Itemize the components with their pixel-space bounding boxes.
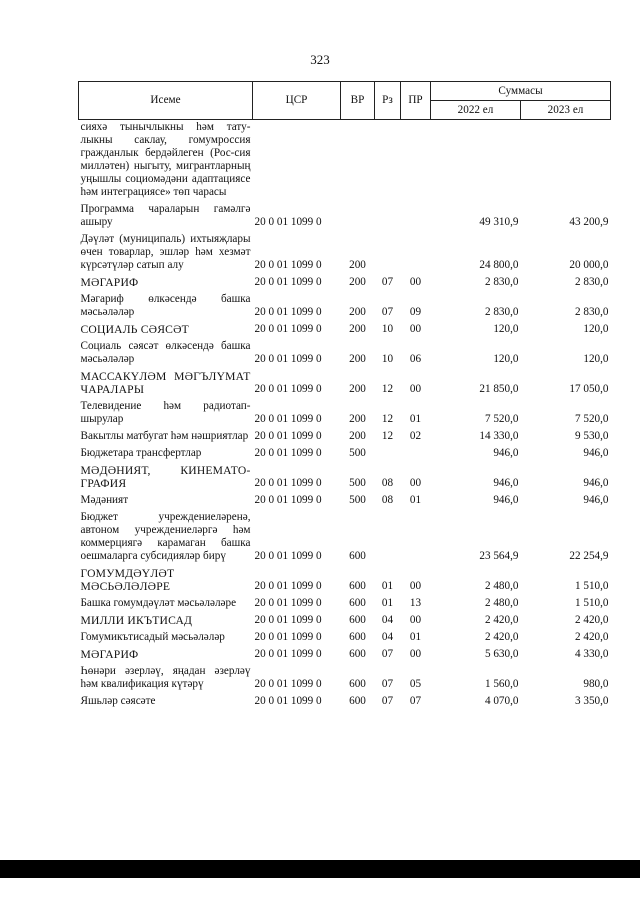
row-csr: 20 0 01 1099 0: [254, 353, 322, 365]
row-rz: 01: [381, 597, 394, 609]
row-value-2023: 980,0: [583, 678, 609, 690]
row-value-2022: 2 830,0: [484, 276, 519, 288]
row-csr: [253, 120, 341, 203]
row-csr: 20 0 01 1099 0: [254, 323, 322, 335]
row-vr: 600: [349, 550, 366, 562]
row-pr: 00: [409, 276, 422, 288]
row-value-2022: 24 800,0: [479, 259, 519, 271]
row-value-2023: 9 530,0: [574, 430, 609, 442]
row-rz: 10: [381, 323, 394, 335]
table-row: [79, 369, 611, 399]
row-pr: 13: [409, 597, 422, 609]
row-value-2023: 946,0: [583, 447, 609, 459]
row-pr: [401, 120, 431, 203]
row-value-2022: 2 420,0: [484, 631, 519, 643]
row-pr: [401, 510, 431, 566]
table-row: [79, 292, 611, 322]
row-value-2023: 2 830,0: [574, 276, 609, 288]
row-pr: 01: [409, 413, 422, 425]
row-rz: 08: [381, 477, 394, 489]
table-row: [79, 647, 611, 664]
row-pr: 00: [409, 614, 422, 626]
table-header: [79, 82, 611, 120]
row-vr: 200: [349, 383, 366, 395]
row-csr: 20 0 01 1099 0: [254, 648, 322, 660]
table-row: [79, 694, 611, 711]
row-pr: [401, 446, 431, 463]
row-csr: 20 0 01 1099 0: [254, 413, 322, 425]
row-vr: 200: [349, 413, 366, 425]
table-body: [79, 120, 611, 712]
row-value-2023: 2 420,0: [574, 631, 609, 643]
row-pr: 05: [409, 678, 422, 690]
row-csr: 20 0 01 1099 0: [254, 580, 322, 592]
row-name: Вакытлы матбугат һәм нәшриятлар: [80, 430, 249, 442]
row-value-2023: 120,0: [583, 323, 609, 335]
row-name: Яшьләр сәясәте: [80, 695, 156, 707]
row-name: Бюджет учреждениеләренә, автоном учреждениеләргә һәм коммерциягә карамаган башка оешмаларга субсидияләр бирү: [80, 511, 251, 562]
row-value-2022: 1 560,0: [484, 678, 519, 690]
row-name: МӘГАРИФ: [80, 648, 139, 661]
row-vr: 500: [349, 477, 366, 489]
row-value-2023: 43 200,9: [569, 216, 609, 228]
scan-bottom-edge: [0, 860, 640, 878]
row-pr: 00: [409, 323, 422, 335]
table-row: [79, 446, 611, 463]
row-csr: 20 0 01 1099 0: [254, 430, 322, 442]
row-rz: [375, 446, 401, 463]
row-value-2022: 946,0: [493, 494, 519, 506]
row-value-2022: 2 480,0: [484, 597, 519, 609]
row-rz: 07: [381, 306, 394, 318]
row-value-2023: 17 050,0: [569, 383, 609, 395]
row-rz: 01: [381, 580, 394, 592]
table-row: [79, 566, 611, 596]
column-header-sums: Суммасы: [431, 82, 611, 101]
row-pr: [401, 202, 431, 232]
row-value-2022: 23 564,9: [479, 550, 519, 562]
row-vr: [341, 202, 375, 232]
row-rz: 10: [381, 353, 394, 365]
row-name: МӘГАРИФ: [80, 276, 139, 289]
row-name: МӘДӘНИЯТ, КИНЕМАТО-ГРАФИЯ: [80, 464, 251, 490]
column-header-rz: Рз: [375, 82, 401, 120]
row-rz: 12: [381, 383, 394, 395]
table-row: [79, 463, 611, 493]
row-vr: 600: [349, 631, 366, 643]
row-vr: 200: [349, 259, 366, 271]
row-pr: 00: [409, 580, 422, 592]
row-vr: 200: [349, 323, 366, 335]
table-row: [79, 275, 611, 292]
row-rz: [375, 202, 401, 232]
row-csr: 20 0 01 1099 0: [254, 597, 322, 609]
row-name: Дәүләт (муниципаль) ихтыяҗлары өчен товарлар, эшләр һәм хезмәт күрсәтүләр сатып алу: [80, 233, 251, 271]
row-vr: [341, 120, 375, 203]
row-name: Социаль сәясәт өлкәсендә башка мәсьәләләр: [80, 340, 251, 365]
row-value-2022: 7 520,0: [484, 413, 519, 425]
table-row: [79, 596, 611, 613]
column-header-2023: 2023 ел: [521, 101, 611, 120]
row-vr: 200: [349, 353, 366, 365]
row-vr: 600: [349, 614, 366, 626]
row-vr: 200: [349, 276, 366, 288]
table-row: [79, 429, 611, 446]
row-value-2022: 120,0: [493, 353, 519, 365]
row-name: Һөнәри әзерләү, яңадан әзерләү һәм квалификация күтәрү: [80, 665, 251, 690]
row-name: Мәгариф өлкәсендә башка мәсьәләләр: [80, 293, 251, 318]
row-vr: 500: [349, 447, 366, 459]
row-name: МИЛЛИ ИКЪТИСАД: [80, 614, 193, 627]
row-rz: [375, 232, 401, 275]
row-pr: 06: [409, 353, 422, 365]
row-pr: [401, 232, 431, 275]
row-value-2023: 2 420,0: [574, 614, 609, 626]
row-csr: 20 0 01 1099 0: [254, 494, 322, 506]
budget-table: [78, 81, 611, 711]
row-value-2022: 946,0: [493, 477, 519, 489]
row-rz: 07: [381, 678, 394, 690]
column-header-name: Исеме: [79, 82, 253, 120]
row-csr: 20 0 01 1099 0: [254, 276, 322, 288]
row-rz: 07: [381, 695, 394, 707]
column-header-csr: ЦСР: [253, 82, 341, 120]
row-name: Мәдәният: [80, 494, 129, 506]
row-name: СОЦИАЛЬ СӘЯСӘТ: [80, 323, 189, 336]
table-row: [79, 232, 611, 275]
row-vr: 200: [349, 430, 366, 442]
row-pr: 00: [409, 477, 422, 489]
row-name: Бюджетара трансфертлар: [80, 447, 202, 459]
table-row: [79, 399, 611, 429]
row-name: Башка гомумдәүләт мәсьәләләре: [80, 597, 237, 609]
table-row: [79, 630, 611, 647]
row-value-2023: 2 830,0: [574, 306, 609, 318]
row-name: Телевидение һәм радиотап-шырулар: [80, 400, 251, 425]
row-vr: 600: [349, 580, 366, 592]
row-vr: 500: [349, 494, 366, 506]
row-value-2023: 20 000,0: [569, 259, 609, 271]
row-vr: 200: [349, 306, 366, 318]
row-rz: 08: [381, 494, 394, 506]
row-value-2022: 2 830,0: [484, 306, 519, 318]
table-row: [79, 120, 611, 203]
row-rz: [375, 120, 401, 203]
column-header-pr: ПР: [401, 82, 431, 120]
row-value-2022: 2 480,0: [484, 580, 519, 592]
row-value-2022: 5 630,0: [484, 648, 519, 660]
row-name: Гомумикътисадый мәсьәләләр: [80, 631, 225, 643]
row-value-2023: 7 520,0: [574, 413, 609, 425]
row-value-2023: 946,0: [583, 494, 609, 506]
row-csr: 20 0 01 1099 0: [254, 259, 322, 271]
column-header-vr: ВР: [341, 82, 375, 120]
row-name: сияхә тынычлыкны һәм тату-лыкны саклау, гомумроссия гражданлык бердәйлеген (Рос-сия милләтен) ныгыту, мигрантларның уңышлы социомәдәни адаптациясе һәм интеграциясе» төп чарасы: [80, 121, 251, 198]
table-row: [79, 322, 611, 339]
row-pr: 01: [409, 631, 422, 643]
row-rz: 04: [381, 631, 394, 643]
row-csr: 20 0 01 1099 0: [254, 383, 322, 395]
row-value-2023: 3 350,0: [574, 695, 609, 707]
row-pr: 02: [409, 430, 422, 442]
row-value-2023: 120,0: [583, 353, 609, 365]
table-row: [79, 202, 611, 232]
row-value-2023: 1 510,0: [574, 597, 609, 609]
page-number: 323: [310, 52, 330, 67]
row-vr: 600: [349, 648, 366, 660]
row-pr: 01: [409, 494, 422, 506]
row-vr: 600: [349, 597, 366, 609]
row-csr: 20 0 01 1099 0: [254, 695, 322, 707]
row-vr: 600: [349, 678, 366, 690]
table-row: [79, 510, 611, 566]
row-value-2022: 4 070,0: [484, 695, 519, 707]
row-value-2022: 2 420,0: [484, 614, 519, 626]
row-name: Программа чараларын гамәлгә ашыру: [80, 203, 251, 228]
table-row: [79, 493, 611, 510]
row-value-2022: 49 310,9: [479, 216, 519, 228]
row-rz: 12: [381, 430, 394, 442]
row-name: ГОМУМДӘҮЛӘТ МӘСЬӘЛӘЛӘРЕ: [80, 567, 175, 593]
row-csr: 20 0 01 1099 0: [254, 216, 322, 228]
row-csr: 20 0 01 1099 0: [254, 614, 322, 626]
row-pr: 09: [409, 306, 422, 318]
row-value-2022: 21 850,0: [479, 383, 519, 395]
row-value-2022: 120,0: [493, 323, 519, 335]
row-value-2022: 14 330,0: [479, 430, 519, 442]
row-vr: 600: [349, 695, 366, 707]
row-csr: 20 0 01 1099 0: [254, 678, 322, 690]
row-value-2023: 22 254,9: [569, 550, 609, 562]
row-value-2022: [431, 120, 521, 203]
row-value-2023: 1 510,0: [574, 580, 609, 592]
row-rz: 12: [381, 413, 394, 425]
row-csr: 20 0 01 1099 0: [254, 631, 322, 643]
column-header-2022: 2022 ел: [431, 101, 521, 120]
row-value-2023: 946,0: [583, 477, 609, 489]
row-pr: 00: [409, 648, 422, 660]
row-value-2023: 4 330,0: [574, 648, 609, 660]
row-rz: [375, 510, 401, 566]
row-csr: 20 0 01 1099 0: [254, 306, 322, 318]
row-pr: 00: [409, 383, 422, 395]
row-rz: 07: [381, 276, 394, 288]
row-csr: 20 0 01 1099 0: [254, 550, 322, 562]
row-csr: 20 0 01 1099 0: [254, 477, 322, 489]
table-row: [79, 664, 611, 694]
row-csr: 20 0 01 1099 0: [254, 447, 322, 459]
row-pr: 07: [409, 695, 422, 707]
row-value-2022: 946,0: [493, 447, 519, 459]
row-rz: 07: [381, 648, 394, 660]
row-name: МАССАКҮЛӘМ МӘГЪЛҮМАТ ЧАРАЛАРЫ: [80, 370, 251, 396]
row-value-2023: [521, 120, 611, 203]
row-rz: 04: [381, 614, 394, 626]
table-row: [79, 339, 611, 369]
table-row: [79, 613, 611, 630]
